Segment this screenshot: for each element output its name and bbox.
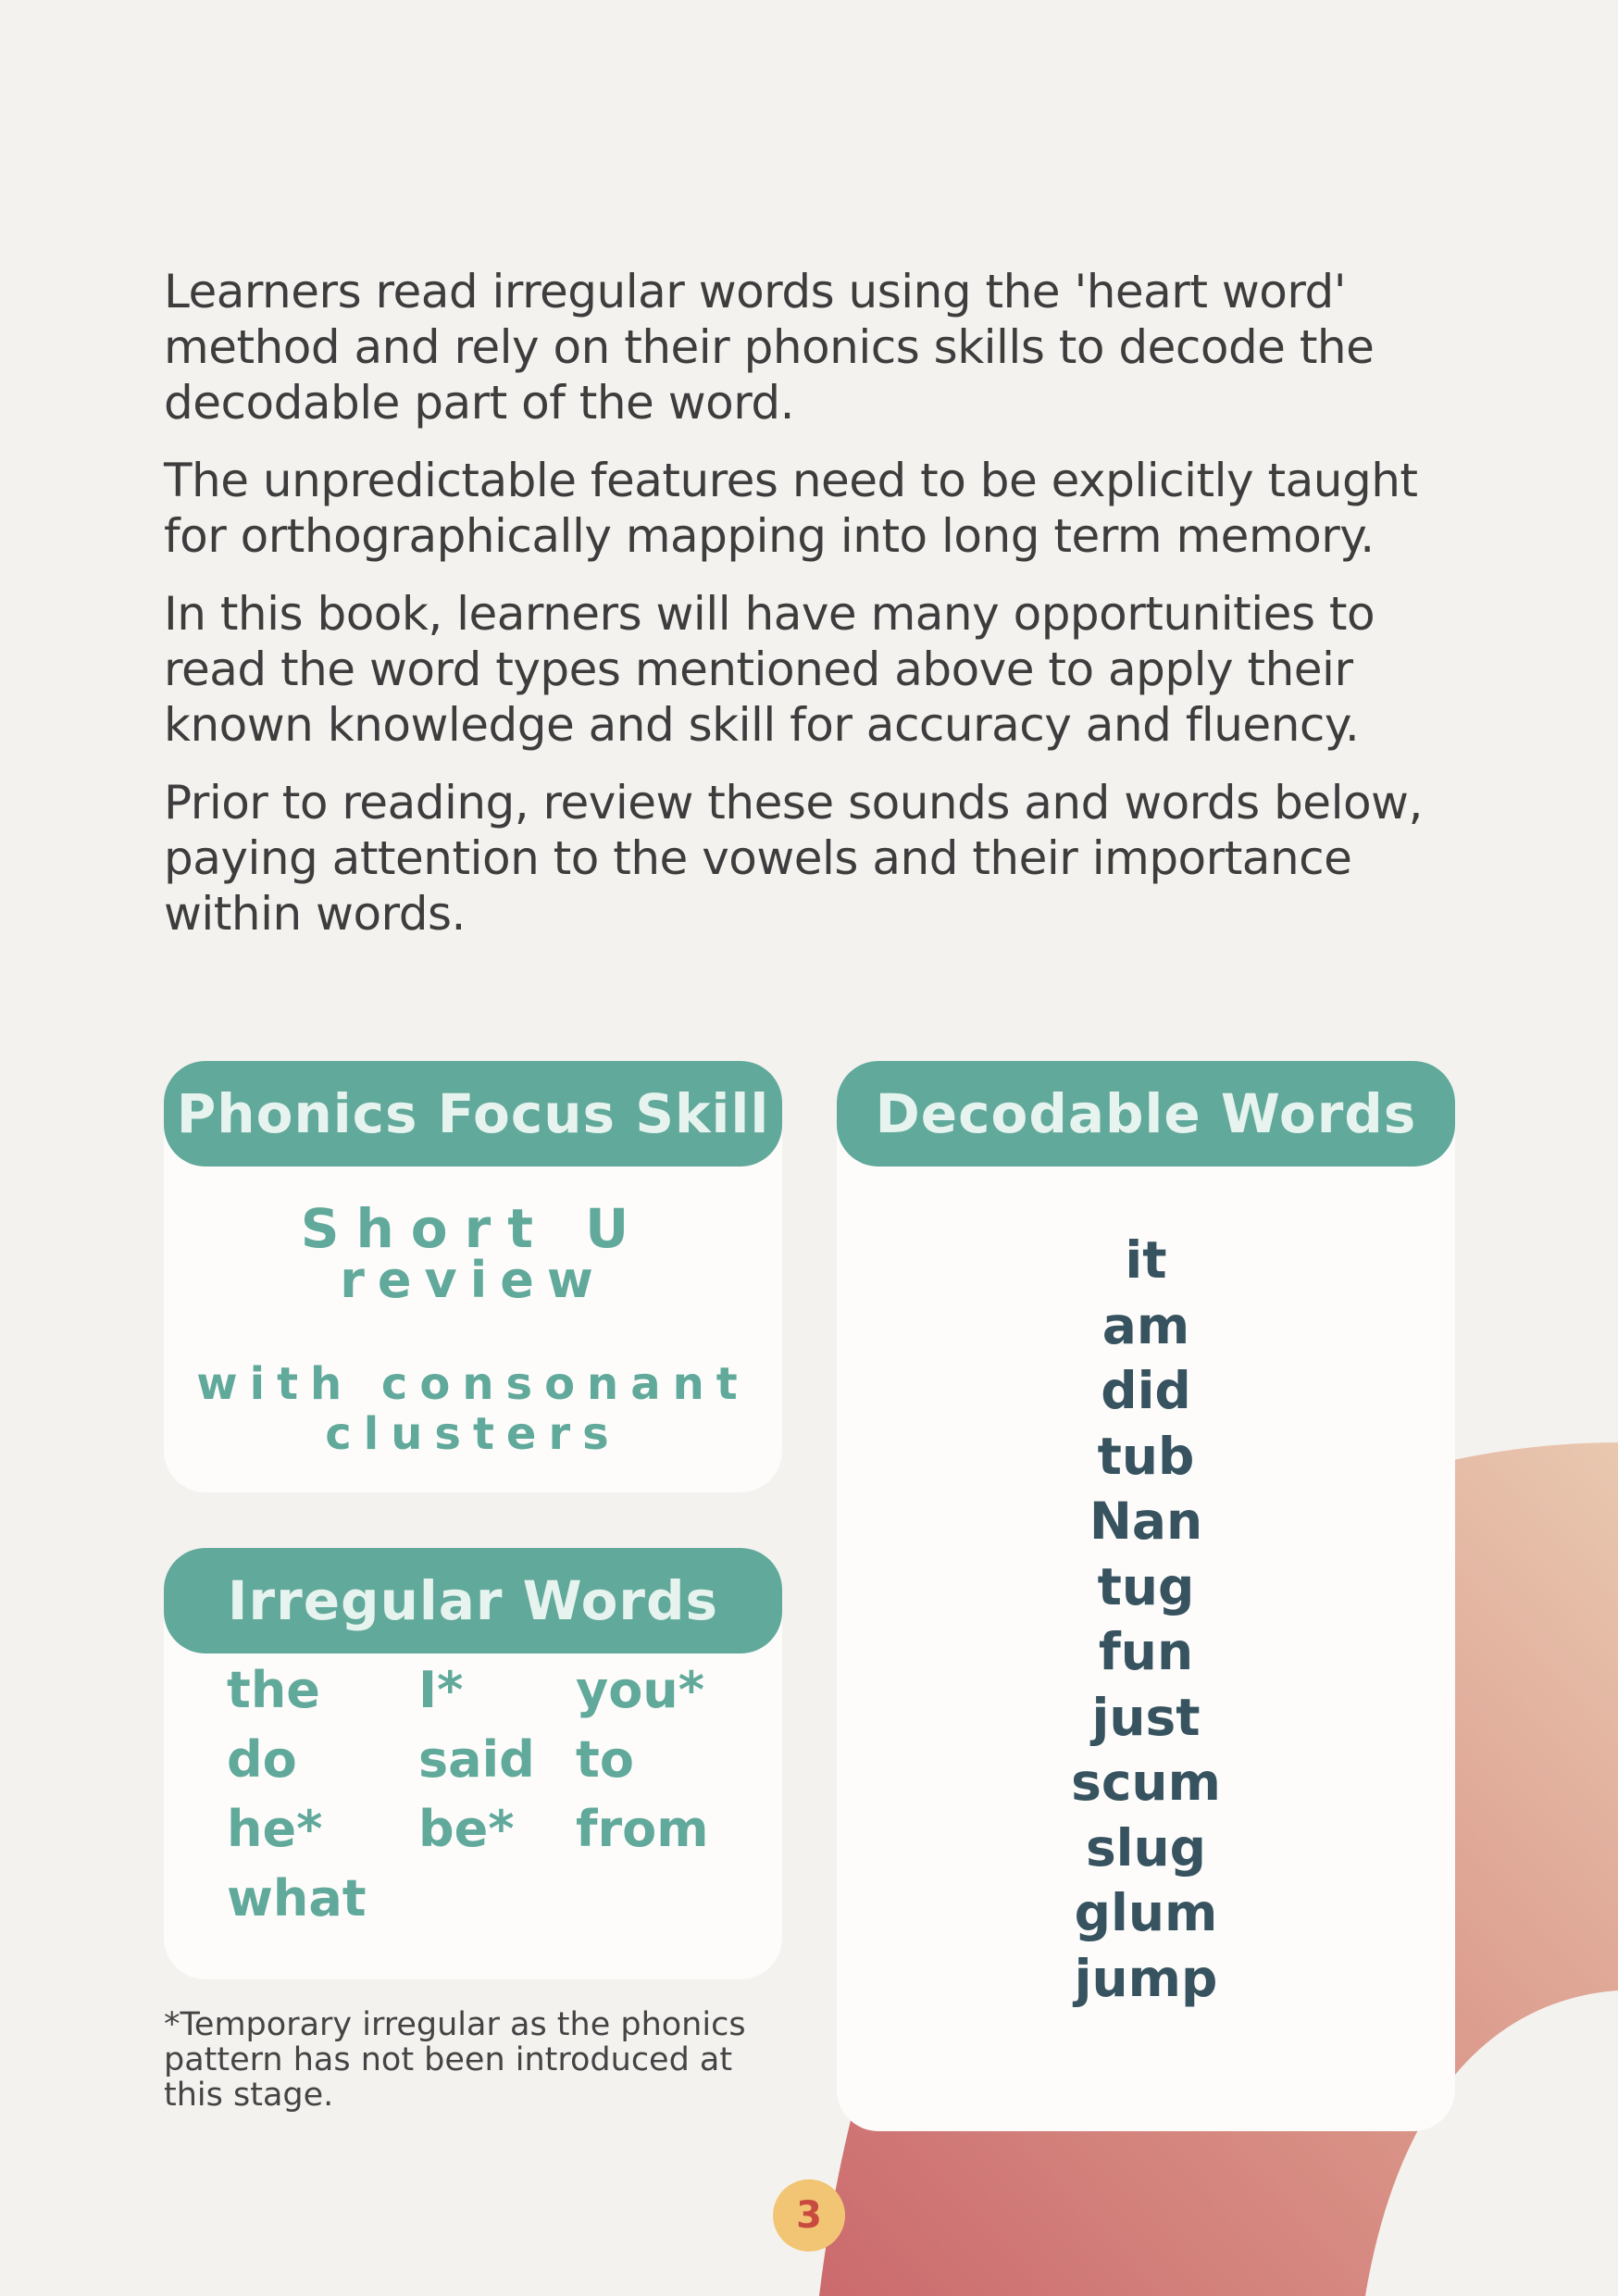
decodable-words-title: Decodable Words <box>837 1061 1455 1167</box>
intro-paragraph-4: Prior to reading, review these sounds and words below, paying attention to the vowels and their importance within words. <box>164 776 1423 941</box>
decodable-words-list <box>837 1228 1455 2011</box>
irregular-word: he* <box>227 1800 323 1858</box>
phonics-focus-line-2: review <box>340 1251 606 1309</box>
irregular-word: said <box>418 1730 535 1789</box>
intro-paragraph-2: The unpredictable features need to be explicitly taught for orthographically mapping into long term memory. <box>164 454 1418 563</box>
irregular-words-title: Irregular Words <box>164 1548 782 1653</box>
intro-paragraph-3: In this book, learners will have many opportunities to read the word types mentioned above to apply their known knowledge and skill for accuracy and fluency. <box>164 587 1375 752</box>
decodable-word: tug <box>1097 1556 1195 1616</box>
phonics-focus-line-4: clusters <box>325 1408 621 1460</box>
phonics-focus-card <box>164 1061 782 1492</box>
decodable-word: slug <box>1085 1817 1207 1878</box>
page-number-badge: 3 <box>773 2179 845 2252</box>
irregular-word: I* <box>418 1661 464 1719</box>
irregular-word: do <box>227 1730 297 1789</box>
phonics-focus-title: Phonics Focus Skill <box>164 1061 782 1167</box>
decodable-word: Nan <box>1089 1491 1203 1551</box>
phonics-focus-line-3: with consonant <box>196 1358 750 1410</box>
intro-paragraph-1: Learners read irregular words using the 'heart word' method and rely on their phonics skills to decode the decodable part of the word. <box>164 265 1375 430</box>
irregular-words-grid <box>227 1655 715 1933</box>
irregular-word: what <box>227 1869 367 1928</box>
decodable-word: tub <box>1097 1426 1195 1486</box>
decodable-word: glum <box>1074 1883 1218 1942</box>
decodable-word: jump <box>1074 1948 1218 2008</box>
irregular-words-card <box>164 1548 782 1979</box>
phonics-focus-line-1: Short U <box>300 1197 646 1260</box>
irregular-word: to <box>576 1730 634 1789</box>
irregular-word: be* <box>418 1800 515 1858</box>
irregular-word: from <box>576 1800 709 1858</box>
decodable-word: it <box>1125 1230 1167 1290</box>
irregular-word: you* <box>576 1661 704 1719</box>
irregular-word: the <box>227 1661 320 1719</box>
intro-text <box>164 264 1460 964</box>
decodable-word: scum <box>1071 1753 1221 1812</box>
decodable-word: just <box>1091 1687 1201 1747</box>
decodable-word: did <box>1101 1361 1191 1420</box>
footnote: *Temporary irregular as the phonics pattern has not been introduced at this stage. <box>164 2006 746 2114</box>
decodable-word: am <box>1101 1295 1190 1355</box>
decodable-word: fun <box>1098 1622 1194 1681</box>
decodable-words-card <box>837 1061 1455 2131</box>
